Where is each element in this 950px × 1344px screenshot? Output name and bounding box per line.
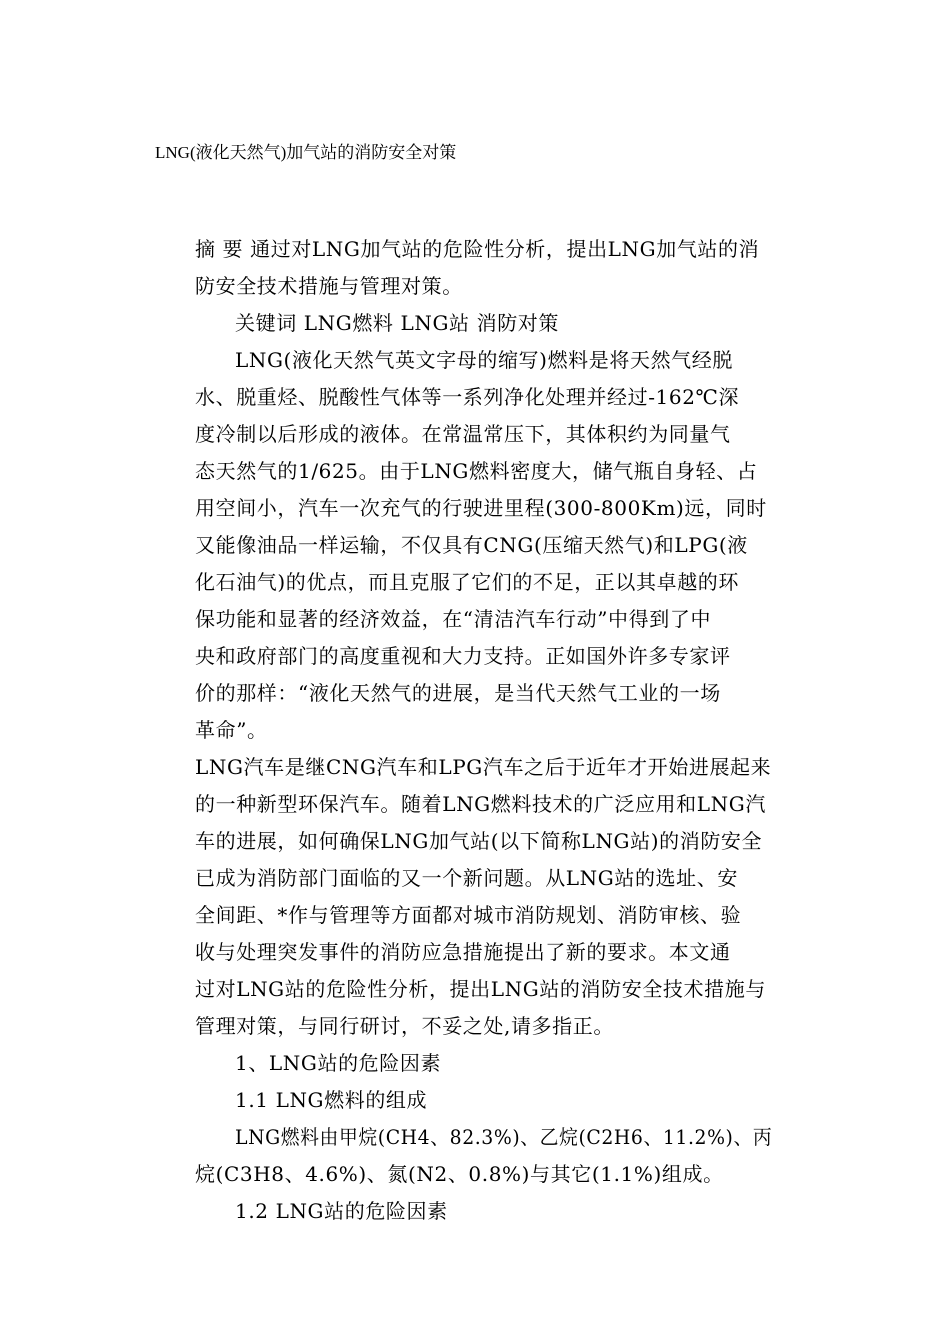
paragraph-line: 的一种新型环保汽车。随着LNG燃料技术的广泛应用和LNG汽	[195, 792, 766, 816]
abstract-line-2: 防安全技术措施与管理对策。	[195, 274, 463, 298]
paragraph-line: 车的进展，如何确保LNG加气站(以下简称LNG站)的消防安全	[195, 829, 763, 853]
paragraph-line: 保功能和显著的经济效益，在“清洁汽车行动”中得到了中	[195, 607, 712, 631]
paragraph-line: 革命”。	[195, 718, 268, 742]
paragraph-line: 价的那样：“液化天然气的进展，是当代天然气工业的一场	[195, 681, 721, 705]
paragraph-line: 收与处理突发事件的消防应急措施提出了新的要求。本文通	[195, 940, 731, 964]
paragraph-line: 化石油气)的优点，而且克服了它们的不足，正以其卓越的环	[195, 570, 740, 594]
subsection-heading: 1.1 LNG燃料的组成	[235, 1088, 428, 1112]
paragraph-line: 态天然气的1/625。由于LNG燃料密度大，储气瓶自身轻、占	[195, 459, 758, 483]
paragraph-line: 央和政府部门的高度重视和大力支持。正如国外许多专家评	[195, 644, 731, 668]
paragraph-line: LNG(液化天然气英文字母的缩写)燃料是将天然气经脱	[235, 348, 733, 372]
paragraph-line: 水、脱重烃、脱酸性气体等一系列净化处理并经过-162℃深	[195, 385, 740, 409]
paragraph-line: 已成为消防部门面临的又一个新问题。从LNG站的选址、安	[195, 866, 738, 890]
paragraph-line: LNG燃料由甲烷(CH4、82.3%)、乙烷(C2H6、11.2%)、丙	[235, 1125, 773, 1149]
paragraph-line: 管理对策，与同行研讨，不妥之处,请多指正。	[195, 1014, 614, 1038]
paragraph-line: 又能像油品一样运输，不仅具有CNG(压缩天然气)和LPG(液	[195, 533, 748, 557]
document-title: LNG(液化天然气)加气站的消防安全对策	[155, 143, 457, 162]
paragraph-line: 度冷制以后形成的液体。在常温常压下，其体积约为同量气	[195, 422, 731, 446]
subsection-heading: 1.2 LNG站的危险因素	[235, 1199, 448, 1223]
paragraph-line: LNG汽车是继CNG汽车和LPG汽车之后于近年才开始进展起来	[195, 755, 772, 779]
paragraph-line: 全间距、*作与管理等方面都对城市消防规划、消防审核、验	[195, 903, 742, 927]
keywords-line: 关键词 LNG燃料 LNG站 消防对策	[235, 311, 559, 335]
section-heading: 1、LNG站的危险因素	[235, 1051, 442, 1075]
paragraph-line: 烷(C3H8、4.6%)、氮(N2、0.8%)与其它(1.1%)组成。	[195, 1162, 724, 1186]
paragraph-line: 过对LNG站的危险性分析，提出LNG站的消防安全技术措施与	[195, 977, 766, 1001]
abstract-line-1: 摘 要 通过对LNG加气站的危险性分析，提出LNG加气站的消	[195, 237, 760, 261]
paragraph-line: 用空间小，汽车一次充气的行驶进里程(300-800Km)远，同时	[195, 496, 767, 520]
